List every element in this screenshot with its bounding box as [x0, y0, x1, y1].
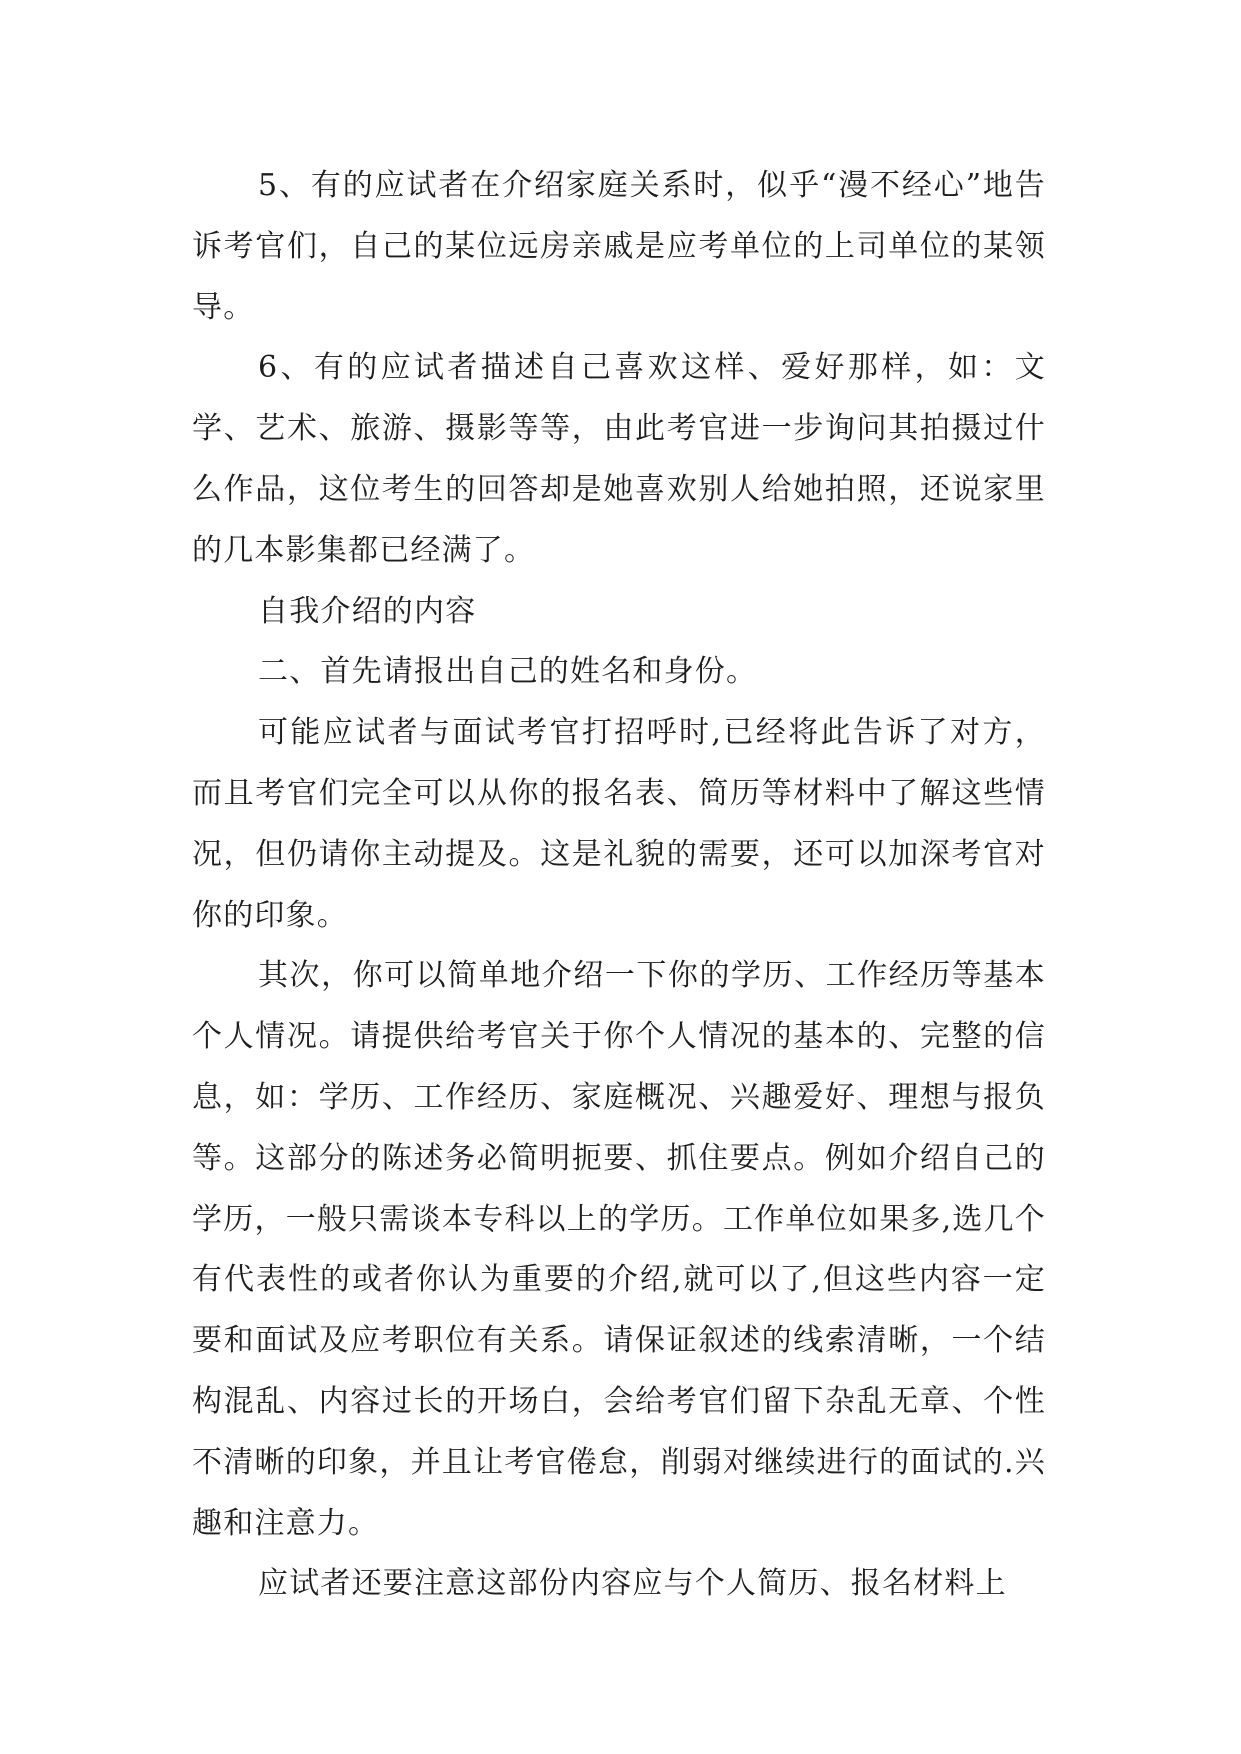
paragraph-name-and-identity: 二、首先请报出自己的姓名和身份。 [258, 654, 758, 690]
section-heading-self-intro-content: 自我介绍的内容 [258, 593, 477, 629]
document-body [192, 156, 1046, 1615]
paragraph-consistency: 应试者还要注意这部份内容应与个人简历、报名材料上 [258, 1566, 1007, 1602]
paragraph-family-relations: 5、有的应试者在介绍家庭关系时，似乎“漫不经心”地告诉考官们，自己的某位远房亲戚是应考单位的上司单位的某领导。 [192, 168, 1046, 325]
paragraph-greeting: 可能应试者与面试考官打招呼时,已经将此告诉了对方，而且考官们完全可以从你的报名表、简历等材料中了解这些情况，但仍请你主动提及。这是礼貌的需要，还可以加深考官对你的印象。 [192, 715, 1046, 933]
paragraph-hobbies: 6、有的应试者描述自己喜欢这样、爱好那样，如：文学、艺术、旅游、摄影等等，由此考官进一步询问其拍摄过什么作品，这位考生的回答却是她喜欢别人给她拍照，还说家里的几本影集都已经满了。 [192, 350, 1046, 568]
paragraph-education-work: 其次，你可以简单地介绍一下你的学历、工作经历等基本个人情况。请提供给考官关于你个人情况的基本的、完整的信息，如：学历、工作经历、家庭概况、兴趣爱好、理想与报负等。这部分的陈述务必简明扼要、抓住要点。例如介绍自己的学历，一般只需谈本专科以上的学历。工作单位如果多,选几个有代表性的或者你认为重要的介绍,就可以了,但这些内容一定要和面试及应考职位有关系。请保证叙述的线索清晰，一个结构混乱、内容过长的开场白，会给考官们留下杂乱无章、个性不清晰的印象，并且让考官倦怠，削弱对继续进行的面试的.兴趣和注意力。 [192, 958, 1046, 1541]
